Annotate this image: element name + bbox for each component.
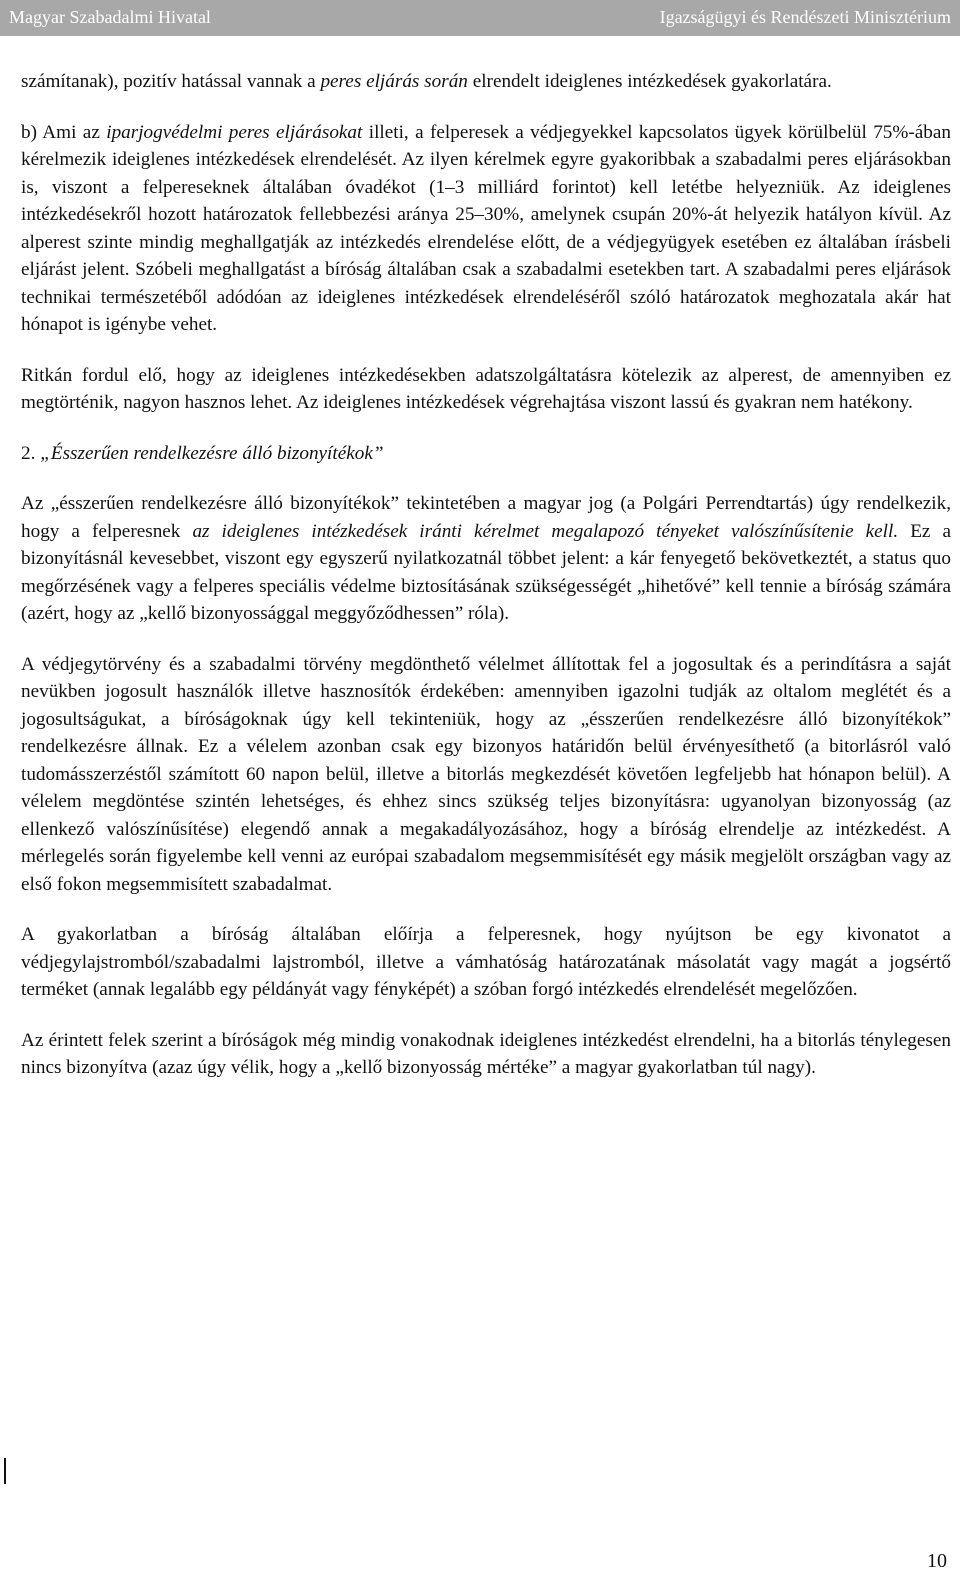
margin-marker	[4, 1458, 6, 1484]
paragraph-practice: A gyakorlatban a bíróság általában előírja a felperesnek, hogy nyújtson be egy kivonatot a védjegylajstromból/szabadalmi lajstromból, illetve a vámhatóság határozatának másolatát vagy magát a jogsértő terméket (annak legalább egy példányát vagy fényképét) a szóban forgó intézkedés elrendelését megelőzően.	[21, 924, 951, 1000]
page-number: 10	[927, 1550, 947, 1572]
page-header	[0, 0, 960, 36]
paragraph-b: b) Ami az iparjogvédelmi peres eljárásokat illeti, a felperesek a védjegyekkel kapcsolatos ügyek körülbelül 75%-ában kérelmezik ideiglenes intézkedések elrendelését. Az ilyen kérelmek egyre gyakoribbak a szabadalmi peres eljárásokban is, viszont a felpereseknek általában óvadékot (1–3 milliárd forintot) kell letétbe helyezniük. Az ideiglenes intézkedésekről hozott határozatok fellebbezési aránya 25–30%, amelynek csupán 20%-át helyezik hatályon kívül. Az alperest szinte mindig meghallgatják az intézkedés elrendelése előtt, de a védjegyügyek esetében ez általában írásbeli eljárást jelent. Szóbeli meghallgatást a bíróság általában csak a szabadalmi esetekben tart. A szabadalmi peres eljárások technikai természetéből adódóan az ideiglenes intézkedések elrendeléséről szóló határozatok meghozatala akár hat hónapot is igénybe vehet.	[21, 121, 951, 335]
emphasis-text: peres eljárás során	[320, 71, 468, 92]
emphasis-text: iparjogvédelmi peres eljárásokat	[106, 121, 363, 143]
header-right-text: Igazságügyi és Rendészeti Minisztérium	[659, 7, 951, 27]
emphasis-text: az ideiglenes intézkedések iránti kérelmet megalapozó tényeket valószínűsítenie kell.	[192, 520, 899, 542]
paragraph-continuation: számítanak), pozitív hatással vannak a peres eljárás során elrendelt ideiglenes intézkedések gyakorlatára.	[21, 71, 832, 92]
paragraph-parties-view: Az érintett felek szerint a bíróságok még mindig vonakodnak ideiglenes intézkedést elrendelni, ha a bitorlás ténylegesen nincs bizonyítva (azaz úgy vélik, hogy a „kellő bizonyosság mértéke” a magyar gyakorlatban túl nagy).	[21, 1029, 951, 1078]
section-heading	[21, 440, 951, 468]
paragraph-evidence: Az „ésszerűen rendelkezésre álló bizonyítékok” tekintetében a magyar jog (a Polgári Perrendtartás) úgy rendelkezik, hogy a felperesnek az ideiglenes intézkedések iránti kérelmet megalapozó tényeket valószínűsítenie kell. Ez a bizonyításnál kevesebbet, viszont egy egyszerű nyilatkozatnál többet jelent: a kár fenyegető bekövetkeztét, a status quo megőrzésének vagy a felperes speciális védelme biztosításának szükségességét „hihetővé” kell tennie a bíróság számára (azért, hogy az „kellő bizonyossággal meggyőződhessen” róla).	[21, 493, 951, 624]
section-number: 2.	[21, 442, 41, 464]
document-body	[21, 68, 951, 1082]
section-title: „Ésszerűen rendelkezésre álló bizonyítékok”	[40, 442, 384, 464]
paragraph-data-disclosure: Ritkán fordul elő, hogy az ideiglenes intézkedésekben adatszolgáltatásra kötelezik az alperest, de amennyiben ez megtörténik, nagyon hasznos lehet. Az ideiglenes intézkedések végrehajtása viszont lassú és gyakran nem hatékony.	[21, 364, 951, 413]
header-left-text: Magyar Szabadalmi Hivatal	[9, 7, 211, 27]
paragraph-presumption: A védjegytörvény és a szabadalmi törvény megdönthető vélelmet állítottak fel a jogosultak és a perindításra a saját nevükben jogosult használók illetve hasznosítók érdekében: amennyiben igazolni tudják az oltalom meglétét és a jogosultságukat, a bíróságoknak úgy kell tekinteniük, hogy az „ésszerűen rendelkezésre álló bizonyítékok” rendelkezésre állnak. Ez a vélelem azonban csak egy bizonyos határidőn belül érvényesíthető (a bitorlásról való tudomásszerzéstől számított 60 napon belül, illetve a bitorlás megkezdését követően legfeljebb hat hónapon belül). A vélelem megdöntése szintén lehetséges, és ehhez sincs szükség teljes bizonyításra: ugyanolyan bizonyosság (az ellenkező valószínűsítése) elegendő annak a megakadályozásához, hogy a bíróság elrendelje az intézkedést. A mérlegelés során figyelembe kell venni az európai szabadalom megsemmisítését egy másik megjelölt országban vagy az első fokon megsemmisített szabadalmat.	[21, 653, 951, 895]
